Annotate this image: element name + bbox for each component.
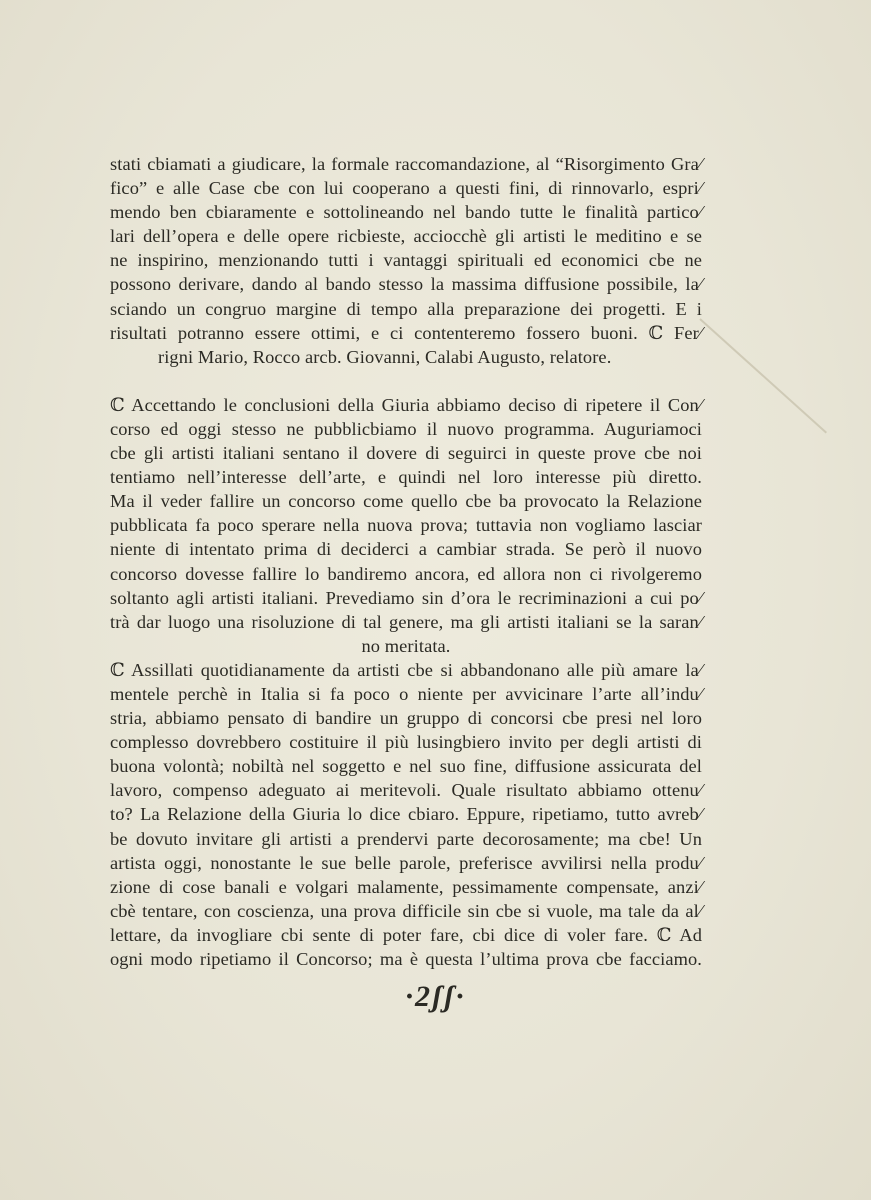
text-line: soltanto agli artisti italiani. Prevediamo sin d’ora le recriminazioni a cui po⁄ (110, 587, 702, 608)
text-line: niente di intentato prima di deciderci a cambiar strada. Se però il nuovo (110, 539, 702, 560)
text-line: buona volontà; nobiltà nel soggetto e nel suo fine, diffusione assicurata del (110, 756, 702, 777)
text-line: lari dell’opera e delle opere ricbieste, acciocchè gli artisti le meditino e se (110, 226, 702, 247)
text-line-final: no meritata. (361, 635, 451, 656)
text-line: fico” e alle Case cbe con lui cooperano a questi fini, di rinnovarlo, espri⁄ (110, 178, 702, 199)
text-line: sciando un congruo margine di tempo alla preparazione dei progetti. E i (110, 298, 702, 319)
signature-line: rigni Mario, Rocco arcb. Giovanni, Calabi Augusto, relatore. (158, 346, 612, 367)
text-line: complesso dovrebbero costituire il più lusingbiero invito per degli artisti di (110, 732, 702, 753)
text-line: cbè tentare, con coscienza, una prova difficile sin cbe si vuole, ma tale da al⁄ (110, 900, 702, 921)
paragraph-gap (110, 369, 702, 393)
text-line: trà dar luogo una risoluzione di tal genere, ma gli artisti italiani se la saran⁄ (110, 611, 702, 632)
text-line: mendo ben cbiaramente e sottolineando nel bando tutte le finalità partico⁄ (110, 202, 702, 223)
text-line: zione di cose banali e volgari malamente, pessimamente compensate, anzi⁄ (110, 876, 702, 897)
text-line: ne inspirino, menzionando tutti i vantaggi spirituali ed economici cbe ne (110, 250, 702, 271)
text-line: possono derivare, dando al bando stesso la massima diffusione possibile, la⁄ (110, 274, 702, 295)
text-line: pubblicata fa poco sperare nella nuova prova; tuttavia non vogliamo lasciar (110, 515, 702, 536)
page-fold-crease (699, 318, 827, 433)
text-line: corso ed oggi stesso ne pubblicbiamo il nuovo programma. Auguriamoci (110, 418, 702, 439)
text-line: to? La Relazione della Giuria lo dice cbiaro. Eppure, ripetiamo, tutto avreb⁄ (110, 804, 702, 825)
text-line: ℂ Assillati quotidianamente da artisti cbe si abbandonano alle più amare la⁄ (110, 659, 702, 680)
text-line: cbe gli artisti italiani sentano il dovere di seguirci in queste prove cbe noi (110, 443, 702, 464)
page-number: ·2ʃʃ· (405, 980, 466, 1013)
text-line: stati cbiamati a giudicare, la formale raccomandazione, al “Risorgimento Gra⁄ (110, 154, 702, 174)
text-line: ℂ Accettando le conclusioni della Giuria abbiamo deciso di ripetere il Con⁄ (110, 394, 702, 415)
text-line: lavoro, compenso adeguato ai meritevoli. Quale risultato abbiamo ottenu⁄ (110, 780, 702, 801)
text-line: mentele perchè in Italia si fa poco o niente per avvicinare l’arte all’indu⁄ (110, 683, 702, 704)
text-line: tentiamo nell’interesse dell’arte, e quindi nel loro interesse più diretto. (110, 467, 702, 488)
text-line: risultati potranno essere ottimi, e ci contenteremo fossero buoni. ℂ Fer⁄ (110, 322, 702, 343)
text-line: Ma il veder fallire un concorso come quello cbe ba provocato la Relazione (110, 491, 702, 512)
text-line: ogni modo ripetiamo il Concorso; ma è questa l’ultima prova cbe facciamo. (110, 949, 702, 969)
text-line: be dovuto invitare gli artisti a prendervi parte decorosamente; ma cbe! Un (110, 828, 702, 849)
text-line: artista oggi, nonostante le sue belle parole, preferisce avvilirsi nella produ⁄ (110, 852, 702, 873)
text-line: concorso dovesse fallire lo bandiremo ancora, ed allora non ci rivolgeremo (110, 563, 702, 584)
text-line: lettare, da invogliare cbi sente di poter fare, cbi dice di voler fare. ℂ Ad (110, 924, 702, 945)
body-text (110, 152, 702, 971)
text-line: stria, abbiamo pensato di bandire un gruppo di concorsi cbe presi nel loro (110, 708, 702, 729)
